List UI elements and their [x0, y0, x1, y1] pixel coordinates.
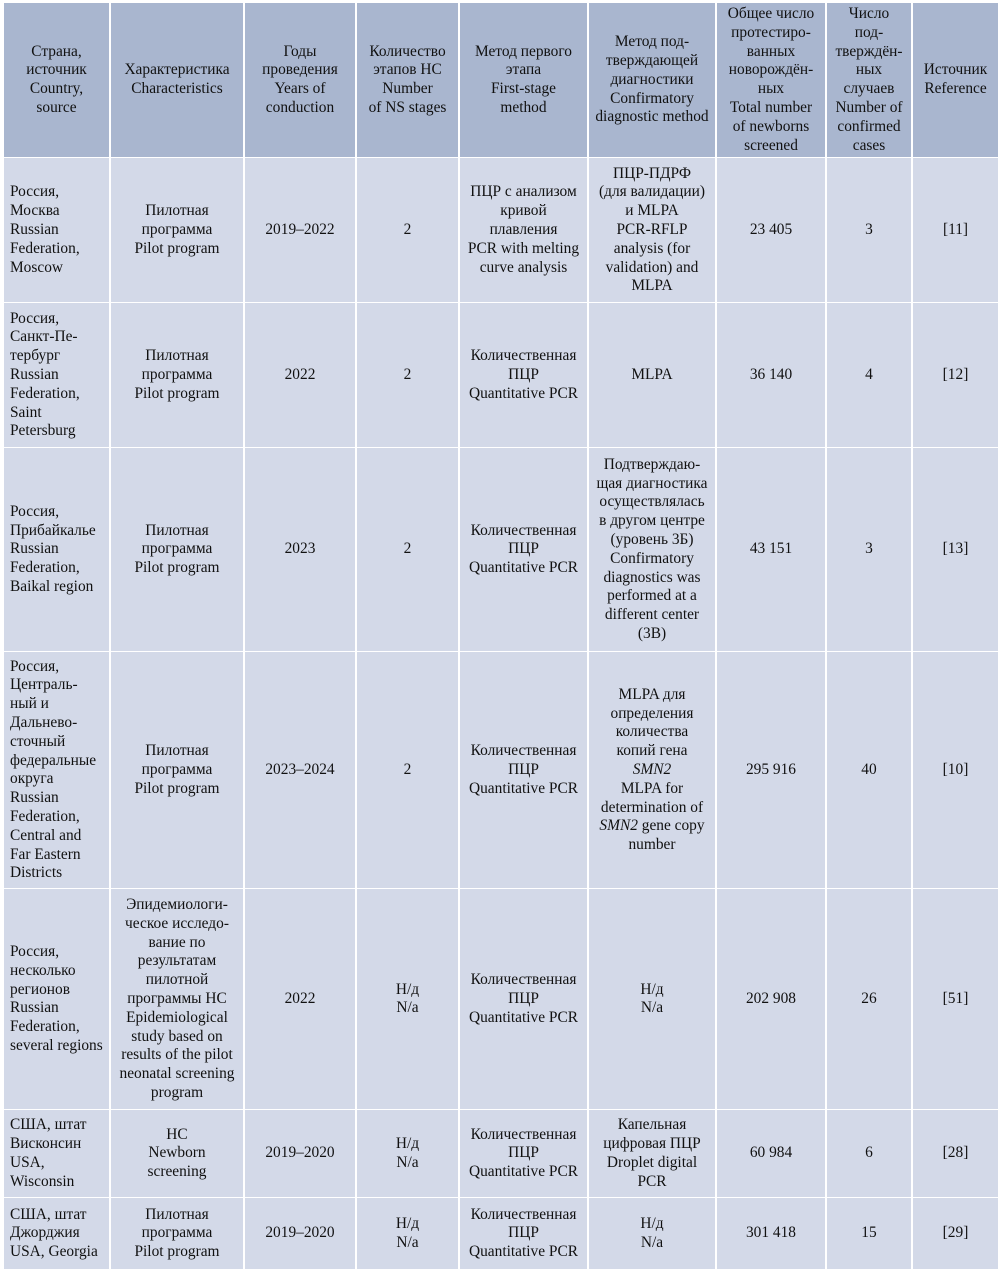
cell-line: results of the pilot — [121, 1046, 233, 1064]
cell-stages — [356, 1198, 459, 1270]
cell-confirmed — [826, 448, 912, 652]
header-country — [3, 3, 110, 158]
cell-years — [244, 1110, 356, 1198]
cell-line: SMN2 — [632, 760, 672, 778]
cell-line: Number — [382, 80, 433, 98]
cell-stages — [356, 889, 459, 1110]
cell-line: screening — [147, 1163, 207, 1181]
cell-line: Пилотная — [145, 521, 209, 539]
cell-line: study based on — [131, 1027, 223, 1045]
header-years — [244, 3, 356, 158]
cell-line: Russian — [10, 365, 59, 383]
cell-line: 2 — [403, 220, 412, 238]
cell-line: плавления — [489, 220, 558, 238]
cell-line: Россия, — [10, 657, 60, 675]
cell-confirmed — [826, 889, 912, 1110]
cell-characteristics — [110, 158, 244, 303]
table-row — [3, 652, 999, 889]
cell-confirmatory — [588, 1110, 716, 1198]
cell-line: ПЦР — [508, 760, 539, 778]
cell-line: program — [150, 1083, 204, 1101]
cell-line: number — [628, 836, 676, 854]
cell-line: [10] — [942, 760, 969, 778]
cell-line: USA, Georgia — [10, 1243, 98, 1261]
cell-line: ПЦР-ПДРФ — [613, 164, 691, 182]
cell-line: Russian — [10, 540, 59, 558]
cell-line: несколько — [10, 961, 76, 979]
cell-line: и MLPA — [625, 202, 679, 220]
cell-line: пилотной — [145, 971, 209, 989]
cell-line: [51] — [942, 989, 969, 1007]
cell-line: Количественная — [470, 1125, 577, 1143]
cell-line: PCR-RFLP — [616, 220, 688, 238]
cell-total — [716, 889, 826, 1110]
cell-line: Reference — [924, 80, 987, 98]
cell-characteristics — [110, 1110, 244, 1198]
cell-line: Baikal region — [10, 578, 94, 596]
cell-line: Подтверждаю- — [603, 455, 701, 473]
cell-confirmatory — [588, 448, 716, 652]
cell-line: 36 140 — [749, 365, 793, 383]
cell-line: результатам — [137, 952, 217, 970]
cell-confirmed — [826, 1110, 912, 1198]
cell-line: Н/д — [395, 1215, 420, 1233]
table-row — [3, 448, 999, 652]
cell-line: Pilot program — [134, 779, 220, 797]
cell-first-method — [459, 889, 588, 1110]
cell-line: тверждающей — [605, 51, 699, 69]
cell-line: diagnostics was — [603, 568, 701, 586]
header-stages — [356, 3, 459, 158]
cell-line: осуществлялась — [599, 493, 705, 511]
cell-first-method — [459, 303, 588, 448]
cell-line: Total number — [729, 98, 813, 116]
cell-line: Санкт-Пе- — [10, 328, 78, 346]
cell-line: (3B) — [637, 625, 667, 643]
cell-country — [3, 448, 110, 652]
cell-line: MLPA — [631, 365, 673, 383]
cell-line: PCR with melting — [467, 239, 580, 257]
cell-line: округа — [10, 770, 54, 788]
cell-line: Newborn — [148, 1144, 206, 1162]
cell-line: Общее число — [727, 5, 815, 22]
cell-line: determination of — [600, 798, 704, 816]
header-characteristics — [110, 3, 244, 158]
cell-line: N/a — [396, 1233, 419, 1251]
cell-line: программа — [141, 540, 213, 558]
cell-line: 26 — [861, 989, 877, 1007]
table-row — [3, 1198, 999, 1270]
cell-line: определения — [610, 704, 694, 722]
cell-line: Россия, — [10, 309, 60, 327]
cell-line: of newborns — [732, 117, 810, 135]
cell-characteristics — [110, 448, 244, 652]
cell-line: программа — [141, 1224, 213, 1242]
cell-line: регионов — [10, 980, 70, 998]
cell-line: MLPA — [631, 277, 673, 295]
cell-reference — [912, 303, 999, 448]
cell-line: Number of — [835, 98, 903, 116]
cell-line: Confirmatory — [610, 549, 694, 567]
cell-line: 23 405 — [749, 220, 793, 238]
cell-line: 3 — [865, 220, 873, 238]
cell-country — [3, 652, 110, 889]
cell-line: 202 908 — [745, 989, 797, 1007]
cell-line: PCR — [637, 1172, 667, 1190]
cell-confirmatory — [588, 1198, 716, 1270]
header-confirmed — [826, 3, 912, 158]
cell-line: щая диагностика — [596, 474, 708, 492]
cell-reference — [912, 889, 999, 1110]
cell-line: Количественная — [470, 347, 577, 365]
cell-stages — [356, 652, 459, 889]
cell-line: (для валидации) — [598, 183, 705, 201]
cell-country — [3, 889, 110, 1110]
cell-first-method — [459, 652, 588, 889]
cell-country — [3, 303, 110, 448]
cell-country — [3, 1110, 110, 1198]
cell-line: 2019–2022 — [265, 220, 335, 238]
cell-reference — [912, 652, 999, 889]
cell-line: ный и — [10, 695, 49, 713]
cell-line: Country, — [29, 80, 84, 98]
cell-line: Метод первого — [474, 42, 572, 60]
cell-characteristics — [110, 303, 244, 448]
cell-line: 15 — [861, 1224, 877, 1242]
cell-line: of NS stages — [368, 98, 447, 116]
cell-line: США, штат — [10, 1116, 87, 1134]
cell-line: программа — [141, 760, 213, 778]
cell-line: 301 418 — [745, 1224, 797, 1242]
cell-line: Капельная — [617, 1116, 687, 1134]
cell-line: случаев — [843, 80, 895, 98]
cell-line: ванных — [746, 42, 796, 60]
header-total — [716, 3, 826, 158]
cell-line: Характеристика — [124, 61, 230, 79]
cell-line: Висконсин — [10, 1135, 82, 1153]
cell-line: программа — [141, 365, 213, 383]
cell-line: Quantitative PCR — [468, 1163, 578, 1181]
cell-line: 2022 — [284, 989, 316, 1007]
cell-line: 2 — [403, 760, 412, 778]
cell-line: Wisconsin — [10, 1172, 75, 1190]
cell-line: Federation, — [10, 559, 80, 577]
cell-line: (уровень 3Б) — [610, 531, 694, 549]
cell-line: Пилотная — [145, 202, 209, 220]
cell-line: Н/д — [395, 980, 420, 998]
cell-line: Н/д — [640, 980, 664, 998]
cell-line: method — [500, 98, 547, 116]
cell-line: [13] — [942, 540, 969, 558]
cell-line: Россия, — [10, 942, 60, 960]
cell-line: Москва — [10, 202, 60, 220]
cell-line: Quantitative PCR — [468, 1008, 578, 1026]
table-row — [3, 889, 999, 1110]
cell-line: Страна, — [31, 42, 82, 60]
cell-line: Central and — [10, 826, 82, 844]
cell-line: Россия, — [10, 183, 60, 201]
cell-line: Прибайкалье — [10, 521, 96, 539]
cell-line: 60 984 — [749, 1144, 793, 1162]
cell-line: 2 — [403, 540, 412, 558]
cell-line: 2019–2020 — [265, 1224, 335, 1242]
cell-line: Эпидемиологи- — [126, 895, 228, 913]
header-row — [3, 3, 999, 158]
cell-line: N/a — [640, 999, 664, 1017]
cell-line: под- — [854, 23, 884, 41]
cell-first-method — [459, 158, 588, 303]
cell-line: Источник — [923, 61, 988, 79]
cell-first-method — [459, 1198, 588, 1270]
cell-line: ПЦР — [508, 989, 539, 1007]
cell-line: Джорджия — [10, 1224, 80, 1242]
cell-line: several regions — [10, 1036, 103, 1054]
cell-line: Пилотная — [145, 1205, 209, 1223]
cell-line: Пилотная — [145, 742, 209, 760]
cell-first-method — [459, 1110, 588, 1198]
cell-line: протестиро- — [731, 23, 811, 41]
cell-confirmed — [826, 1198, 912, 1270]
cell-line: Pilot program — [134, 559, 220, 577]
cell-line: Pilot program — [134, 1243, 220, 1261]
cell-years — [244, 652, 356, 889]
cell-line: Количественная — [470, 971, 577, 989]
cell-line: тверждён- — [835, 42, 903, 60]
table-row — [3, 303, 999, 448]
cell-reference — [912, 1198, 999, 1270]
cell-confirmed — [826, 158, 912, 303]
cell-line: Confirmatory — [610, 89, 694, 107]
cell-line: ПЦР — [508, 540, 539, 558]
cell-confirmatory — [588, 652, 716, 889]
cell-line: цифровая ПЦР — [603, 1135, 701, 1153]
cell-line: в другом центре — [599, 512, 705, 530]
cell-line: 2022 — [284, 365, 316, 383]
table-row — [3, 158, 999, 303]
cell-line: Количественная — [470, 521, 577, 539]
cell-total — [716, 448, 826, 652]
cell-line: N/a — [396, 999, 419, 1017]
cell-line: ных — [855, 61, 883, 79]
cell-line: cases — [852, 136, 886, 154]
cell-line: N/a — [396, 1153, 419, 1171]
cell-line: ПЦР — [508, 365, 539, 383]
cell-line: Годы — [283, 42, 317, 60]
cell-line: Moscow — [10, 258, 64, 276]
cell-line: Federation, — [10, 384, 80, 402]
cell-years — [244, 303, 356, 448]
cell-years — [244, 448, 356, 652]
cell-line: сточный — [10, 732, 66, 750]
cell-stages — [356, 158, 459, 303]
cell-line: Н/д — [640, 1215, 664, 1233]
cell-total — [716, 1198, 826, 1270]
cell-line: [11] — [942, 220, 969, 238]
cell-line: этапов НС — [373, 61, 442, 79]
cell-years — [244, 158, 356, 303]
cell-line: Characteristics — [131, 80, 223, 98]
cell-line: вание по — [148, 933, 206, 951]
cell-line: 40 — [861, 760, 877, 778]
cell-characteristics — [110, 652, 244, 889]
cell-line: screened — [744, 136, 798, 154]
cell-line: 295 916 — [745, 760, 797, 778]
cell-line: Federation, — [10, 1018, 80, 1036]
cell-line: 43 151 — [749, 540, 793, 558]
cell-line: новорождён- — [728, 61, 814, 79]
cell-line: Petersburg — [10, 422, 76, 440]
cell-line: НС — [166, 1125, 188, 1143]
cell-line: Quantitative PCR — [468, 559, 578, 577]
cell-line: USA, — [10, 1153, 45, 1171]
header-first-method — [459, 3, 588, 158]
header-reference — [912, 3, 999, 158]
cell-line: [12] — [942, 365, 969, 383]
cell-line: ных — [757, 80, 785, 98]
cell-line: Пилотная — [145, 347, 209, 365]
cell-line: ПЦР с анализом — [470, 183, 577, 201]
cell-line: копий гена — [616, 742, 688, 760]
cell-total — [716, 303, 826, 448]
cell-line: Pilot program — [134, 384, 220, 402]
cell-line: Russian — [10, 999, 59, 1017]
cell-line: Quantitative PCR — [468, 1243, 578, 1261]
cell-line: Federation, — [10, 239, 80, 257]
cell-line: neonatal screening — [119, 1065, 235, 1083]
cell-confirmatory — [588, 889, 716, 1110]
cell-line: этапа — [505, 61, 542, 79]
cell-line: Years of — [274, 80, 326, 98]
cell-line: 3 — [865, 540, 873, 558]
cell-years — [244, 889, 356, 1110]
cell-confirmatory — [588, 303, 716, 448]
cell-line: [29] — [942, 1224, 969, 1242]
cell-line: Epidemiological — [126, 1008, 228, 1026]
cell-line: First-stage — [491, 80, 556, 98]
cell-line: Метод под- — [614, 33, 690, 51]
cell-line: кривой — [500, 202, 547, 220]
cell-line: тербург — [10, 347, 61, 365]
cell-line: Н/д — [395, 1135, 420, 1153]
cell-line: Количественная — [470, 742, 577, 760]
table-row — [3, 1110, 999, 1198]
cell-years — [244, 1198, 356, 1270]
cell-stages — [356, 1110, 459, 1198]
cell-line: Централь- — [10, 676, 78, 694]
cell-line: conduction — [265, 98, 335, 116]
cell-line: США, штат — [10, 1205, 87, 1223]
cell-line: Federation, — [10, 807, 80, 825]
cell-line: Pilot program — [134, 239, 220, 257]
cell-line: Droplet digital — [606, 1153, 698, 1171]
cell-line: 2 — [403, 365, 412, 383]
cell-line: 2023 — [284, 540, 316, 558]
cell-line: Количество — [369, 42, 446, 60]
cell-line: Far Eastern — [10, 845, 81, 863]
cell-confirmed — [826, 652, 912, 889]
cell-line: Saint — [10, 403, 42, 421]
cell-total — [716, 158, 826, 303]
cell-confirmed — [826, 303, 912, 448]
screening-table — [2, 2, 1000, 1270]
cell-line: Россия, — [10, 502, 60, 520]
cell-line: ПЦР — [508, 1144, 539, 1162]
cell-reference — [912, 448, 999, 652]
cell-reference — [912, 1110, 999, 1198]
cell-line: 4 — [865, 365, 873, 383]
cell-line: Russian — [10, 220, 59, 238]
cell-characteristics — [110, 889, 244, 1110]
cell-total — [716, 652, 826, 889]
cell-line: validation) and — [605, 258, 699, 276]
cell-line: программы НС — [127, 989, 227, 1007]
cell-total — [716, 1110, 826, 1198]
cell-line: MLPA для — [618, 685, 686, 703]
cell-first-method — [459, 448, 588, 652]
cell-line: Дальнево- — [10, 713, 78, 731]
cell-line: MLPA for — [620, 779, 684, 797]
cell-line: программа — [141, 220, 213, 238]
cell-line: 6 — [865, 1144, 873, 1162]
cell-line: Количественная — [470, 1205, 577, 1223]
cell-line: source — [36, 98, 77, 116]
cell-line: Число — [848, 5, 890, 22]
cell-line: Quantitative PCR — [468, 384, 578, 402]
cell-line: different center — [604, 606, 700, 624]
cell-line: источник — [26, 61, 87, 79]
cell-confirmatory — [588, 158, 716, 303]
cell-line: Quantitative PCR — [468, 779, 578, 797]
cell-line: федеральные — [10, 751, 97, 769]
cell-line: diagnostic method — [595, 108, 709, 126]
cell-country — [3, 1198, 110, 1270]
cell-reference — [912, 158, 999, 303]
cell-line: 2023–2024 — [265, 760, 335, 778]
cell-line: проведения — [262, 61, 338, 79]
cell-line: analysis (for — [613, 239, 691, 257]
cell-line: N/a — [640, 1233, 664, 1251]
cell-line: curve analysis — [479, 258, 568, 276]
cell-country — [3, 158, 110, 303]
cell-line: ПЦР — [508, 1224, 539, 1242]
cell-line: количества — [615, 723, 689, 741]
cell-line: [28] — [942, 1144, 969, 1162]
cell-line: Russian — [10, 789, 59, 807]
cell-line: performed at a — [607, 587, 697, 605]
cell-line: confirmed — [837, 117, 901, 135]
cell-line: 2019–2020 — [265, 1144, 335, 1162]
cell-line: Districts — [10, 864, 63, 882]
header-confirmatory — [588, 3, 716, 158]
cell-line: SMN2 gene copy — [599, 817, 705, 835]
cell-line: ческое исследо- — [125, 914, 229, 932]
cell-stages — [356, 448, 459, 652]
cell-characteristics — [110, 1198, 244, 1270]
cell-stages — [356, 303, 459, 448]
cell-line: диагностики — [610, 70, 694, 88]
